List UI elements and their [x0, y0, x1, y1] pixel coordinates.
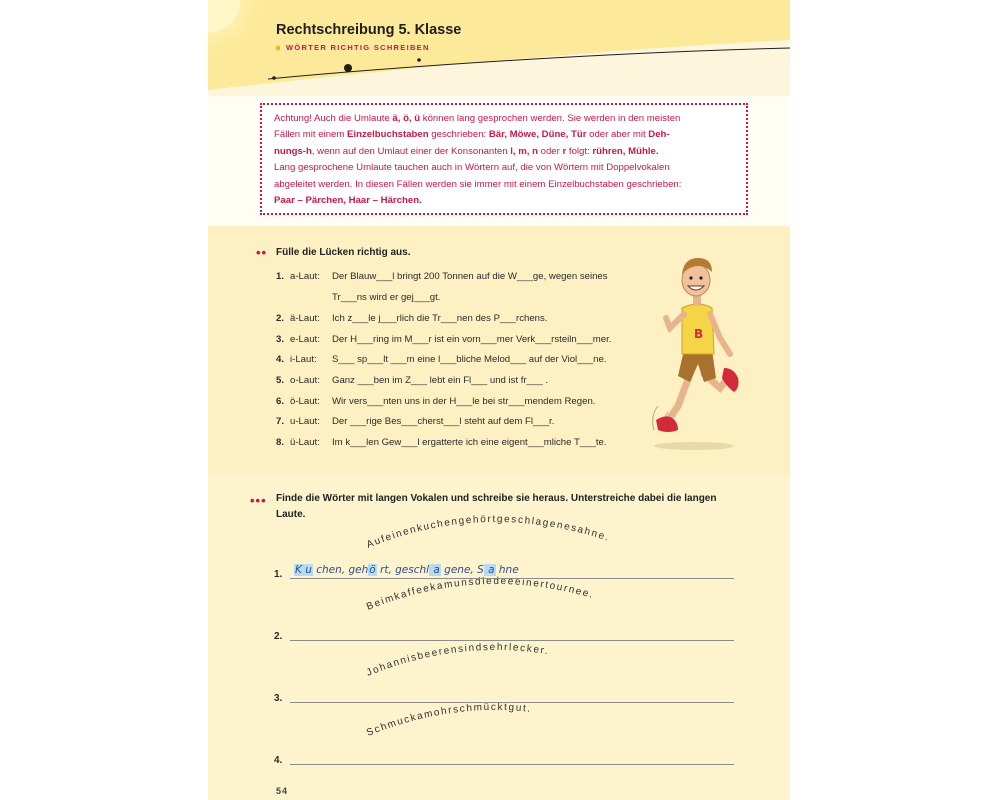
item-number: 4.	[276, 354, 285, 365]
info-bold: rühren, Mühle.	[592, 145, 659, 157]
highlighted-vowel: K u	[295, 564, 312, 576]
header-dot-small-right	[417, 58, 421, 62]
word-chain-text	[365, 514, 611, 551]
item-number: 7.	[276, 416, 285, 427]
info-bold: Deh-	[648, 129, 670, 141]
gap-sentence-row	[276, 436, 606, 450]
back-shoe	[656, 416, 678, 432]
page-title: Rechtschreibung 5. Klasse	[276, 22, 462, 38]
info-bold: Einzelbuchstaben	[347, 129, 429, 141]
word-chain: Beimkaffeekamunsdiedeeeinertournee.	[365, 575, 596, 613]
answer-text: rt, geschl	[376, 564, 430, 576]
gap-sentence: S___ sp___lt ___m eine l___bliche Melod___ auf der Viol___ne.	[332, 354, 607, 365]
info-text: abgeleitet werden. In diesen Fällen werden sie immer mit einem Einzelbuchstaben geschrieben:	[274, 178, 682, 190]
arched-word-chain	[208, 640, 790, 690]
sound-label: ä-Laut:	[290, 313, 320, 324]
workbook-page	[208, 0, 790, 800]
gap-sentence-row	[276, 374, 548, 388]
answer-number: 2.	[274, 631, 283, 642]
gap-sentence-row	[276, 415, 554, 429]
word-chain: Johannisbeerensindsehrlecker.	[365, 641, 551, 679]
info-text: oder	[537, 145, 563, 157]
info-bold: nungs-h	[274, 145, 312, 157]
eye-left	[689, 276, 692, 279]
gap-sentence-row	[276, 270, 608, 284]
info-line	[274, 111, 734, 127]
answer-row	[274, 746, 734, 766]
answer-line[interactable]	[290, 640, 734, 641]
sound-label: e-Laut:	[290, 334, 320, 345]
answer-number: 3.	[274, 693, 283, 704]
back-leg	[668, 374, 690, 421]
sound-label: ü-Laut:	[290, 437, 320, 448]
info-text: folgt:	[566, 145, 593, 157]
section-subtitle	[276, 43, 430, 52]
gap-sentence-row	[276, 353, 607, 367]
gap-sentence: Der ___rige Bes___cherst___l steht auf dem Fl___r.	[332, 416, 555, 427]
info-text: Fällen mit einem	[274, 129, 348, 141]
info-text: können lang gesprochen werden. Sie werden in den meisten	[420, 113, 681, 124]
highlighted-vowel: a	[484, 564, 495, 576]
front-shoe	[722, 368, 739, 392]
gap-sentence: Wir vers___nten uns in der H___le bei str___mendem Regen.	[332, 396, 596, 407]
gap-sentence: Der H___ring im M___r ist ein vorn___mer Verk___rsteiln___mer.	[332, 334, 612, 345]
info-line	[274, 160, 734, 176]
arched-word-chain	[208, 512, 790, 562]
answer-line[interactable]	[290, 764, 734, 765]
exercise-2-instruction-line-1: Finde die Wörter mit langen Vokalen und schreibe sie heraus. Unterstreiche dabei die langen	[276, 493, 717, 504]
subtitle-text: WÖRTER RICHTIG SCHREIBEN	[286, 43, 430, 52]
info-bold: Bär, Möwe, Düne, Tür	[488, 129, 587, 141]
info-bold: Paar – Pärchen, Haar – Härchen.	[274, 195, 422, 207]
info-text: oder aber mit	[586, 129, 649, 141]
highlighted-vowel: ö	[369, 564, 376, 576]
word-chain-text	[365, 642, 550, 679]
info-line	[274, 144, 734, 160]
word-chain-text	[365, 576, 595, 613]
info-line	[274, 127, 734, 143]
header-dot-small-left	[272, 76, 276, 80]
item-number: 2.	[276, 313, 285, 324]
subtitle-marker	[276, 46, 280, 50]
info-bold: ä, ö, ü	[392, 113, 421, 124]
shadow	[654, 442, 734, 450]
info-line	[274, 177, 734, 193]
answer-text: chen, geh	[312, 564, 369, 576]
answer-row	[274, 622, 734, 642]
info-text: Achtung! Auch die Umlaute	[274, 113, 393, 124]
sound-label: a-Laut:	[290, 271, 320, 282]
page-number: 54	[276, 786, 289, 796]
gap-sentence: Der Blauw___l bringt 200 Tonnen auf die W___ge, wegen seines	[332, 271, 608, 282]
word-chain: Aufeinenkuchengehörtgeschlagenesahne.	[365, 513, 612, 551]
arched-word-chain	[208, 700, 790, 750]
eye-right	[699, 276, 702, 279]
gap-sentence: Ganz ___ben im Z___ lebt ein Fl___ und ist fr___ .	[332, 375, 548, 386]
item-number: 8.	[276, 437, 285, 448]
answer-number: 1.	[274, 569, 283, 580]
arched-word-chain	[208, 574, 790, 624]
difficulty-dots-1: ••	[256, 245, 268, 260]
info-bold: r	[562, 145, 567, 157]
rule-info-box	[260, 103, 748, 215]
item-number: 6.	[276, 396, 285, 407]
exercise-1-instruction: Fülle die Lücken richtig aus.	[276, 247, 411, 258]
gap-sentence: Ich z___le j___rlich die Tr___nen des P___rchens.	[332, 313, 548, 324]
item-number: 1.	[276, 271, 285, 282]
sound-label: u-Laut:	[290, 416, 320, 427]
answer-line[interactable]	[290, 578, 734, 579]
answer-row	[274, 560, 734, 580]
answer-number: 4.	[274, 755, 283, 766]
running-boy-illustration	[638, 256, 748, 452]
shorts	[678, 350, 716, 382]
answer-text: gene, S	[440, 564, 484, 576]
gap-sentence: Tr___ns wird er gej___gt.	[332, 292, 441, 303]
gap-sentence-row	[276, 333, 611, 347]
gap-sentence-row	[276, 291, 440, 305]
answer-line[interactable]	[290, 702, 734, 703]
exercise-2-instruction-line-2: Laute.	[276, 509, 306, 520]
gap-sentence-row	[276, 395, 595, 409]
word-chain-text	[365, 702, 532, 739]
word-chain: Schmuckamohrschmücktgut.	[365, 701, 533, 739]
back-arm	[666, 314, 684, 328]
difficulty-dots-2: •••	[250, 493, 267, 508]
highlighted-vowel: a	[430, 564, 440, 576]
sound-label: i-Laut:	[290, 354, 317, 365]
info-text: Lang gesprochene Umlaute tauchen auch in Wörtern auf, die von Wörtern mit Doppelvokalen	[274, 162, 670, 174]
handwritten-answer	[294, 564, 519, 576]
answer-row	[274, 684, 734, 704]
sound-label: ö-Laut:	[290, 396, 320, 407]
sound-label: o-Laut:	[290, 375, 320, 386]
info-bold: l, m, n	[510, 145, 538, 157]
header-dot-large	[344, 64, 352, 72]
info-text: , wenn auf den Umlaut einer der Konsonanten	[311, 145, 511, 157]
answer-text: hne	[495, 564, 519, 576]
info-text: geschrieben:	[428, 129, 489, 141]
item-number: 5.	[276, 375, 285, 386]
gap-sentence: Im k___len Gew___l ergatterte ich eine eigent___mliche T___te.	[332, 437, 607, 448]
item-number: 3.	[276, 334, 285, 345]
gap-sentence-row	[276, 312, 547, 326]
shirt-letter: B	[694, 327, 704, 341]
info-line	[274, 193, 734, 209]
